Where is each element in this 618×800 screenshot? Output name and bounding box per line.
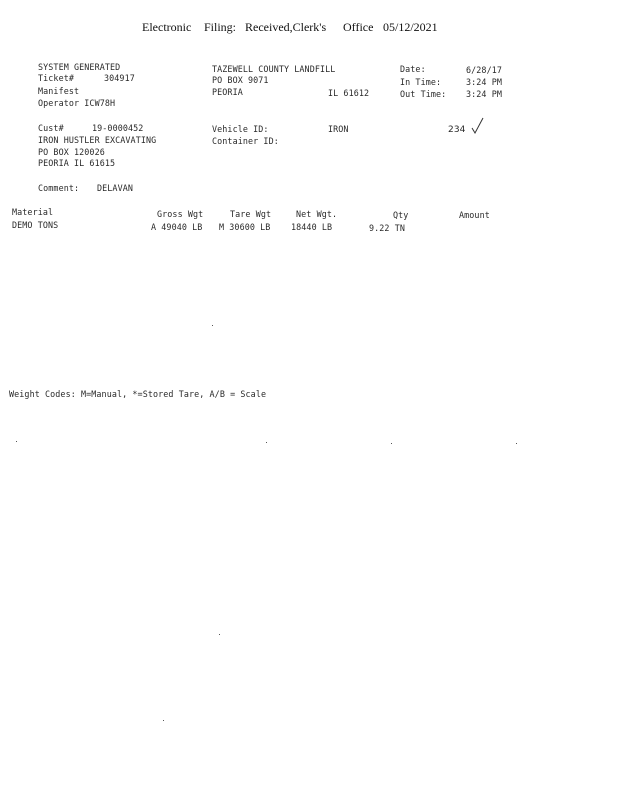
vehicle-value: IRON	[328, 124, 349, 134]
in-time-label: In Time:	[400, 77, 442, 87]
cell-tare-wgt: M 30600 LB	[219, 222, 271, 232]
manifest-label: Manifest	[38, 86, 80, 96]
scan-speck	[163, 720, 164, 721]
header-electronic: Electronic	[142, 20, 192, 34]
comment-label: Comment:	[38, 183, 80, 193]
container-label: Container ID:	[212, 136, 279, 146]
ticket-label: Ticket#	[38, 73, 74, 83]
facility-state-zip: IL 61612	[328, 88, 370, 98]
col-qty: Qty	[393, 210, 409, 220]
in-time-value: 3:24 PM	[466, 77, 502, 87]
vehicle-label: Vehicle ID:	[212, 124, 269, 134]
cell-net-wgt: 18440 LB	[291, 222, 333, 232]
checkmark-icon	[471, 117, 485, 135]
scan-speck	[16, 441, 17, 442]
col-material: Material	[12, 207, 54, 217]
operator-line: Operator ICW78H	[38, 98, 116, 108]
date-value: 6/28/17	[466, 65, 502, 75]
scan-speck	[391, 443, 392, 444]
header-date: 05/12/2021	[383, 20, 438, 34]
out-time-value: 3:24 PM	[466, 89, 502, 99]
cust-label: Cust#	[38, 123, 64, 133]
cell-qty: 9.22 TN	[369, 223, 405, 233]
customer-city: PEORIA IL 61615	[38, 158, 116, 168]
handwritten-number: 234	[448, 125, 466, 135]
scan-speck	[516, 443, 517, 444]
col-net-wgt: Net Wgt.	[296, 209, 338, 219]
cell-gross-wgt: A 49040 LB	[151, 222, 203, 232]
out-time-label: Out Time:	[400, 89, 447, 99]
col-tare-wgt: Tare Wgt	[230, 209, 272, 219]
system-generated: SYSTEM GENERATED	[38, 62, 121, 72]
weight-codes-legend: Weight Codes: M=Manual, *=Stored Tare, A/B = Scale	[9, 389, 267, 399]
facility-city: PEORIA	[212, 87, 243, 97]
ticket-number: 304917	[104, 73, 135, 83]
col-gross-wgt: Gross Wgt	[157, 209, 204, 219]
header-filing: Filing:	[204, 20, 237, 34]
customer-name: IRON HUSTLER EXCAVATING	[38, 135, 157, 145]
header-office: Office	[343, 20, 374, 34]
date-label: Date:	[400, 64, 426, 74]
comment-value: DELAVAN	[97, 183, 133, 193]
header-received: Received,Clerk's	[245, 20, 327, 34]
facility-po-box: PO BOX 9071	[212, 75, 269, 85]
cell-material: DEMO TONS	[12, 220, 59, 230]
scan-speck	[212, 325, 213, 326]
scan-speck	[219, 634, 220, 635]
col-amount: Amount	[459, 210, 490, 220]
cust-number: 19-0000452	[92, 123, 144, 133]
facility-name: TAZEWELL COUNTY LANDFILL	[212, 64, 336, 74]
customer-po-box: PO BOX 120026	[38, 147, 105, 157]
scan-speck	[266, 442, 267, 443]
